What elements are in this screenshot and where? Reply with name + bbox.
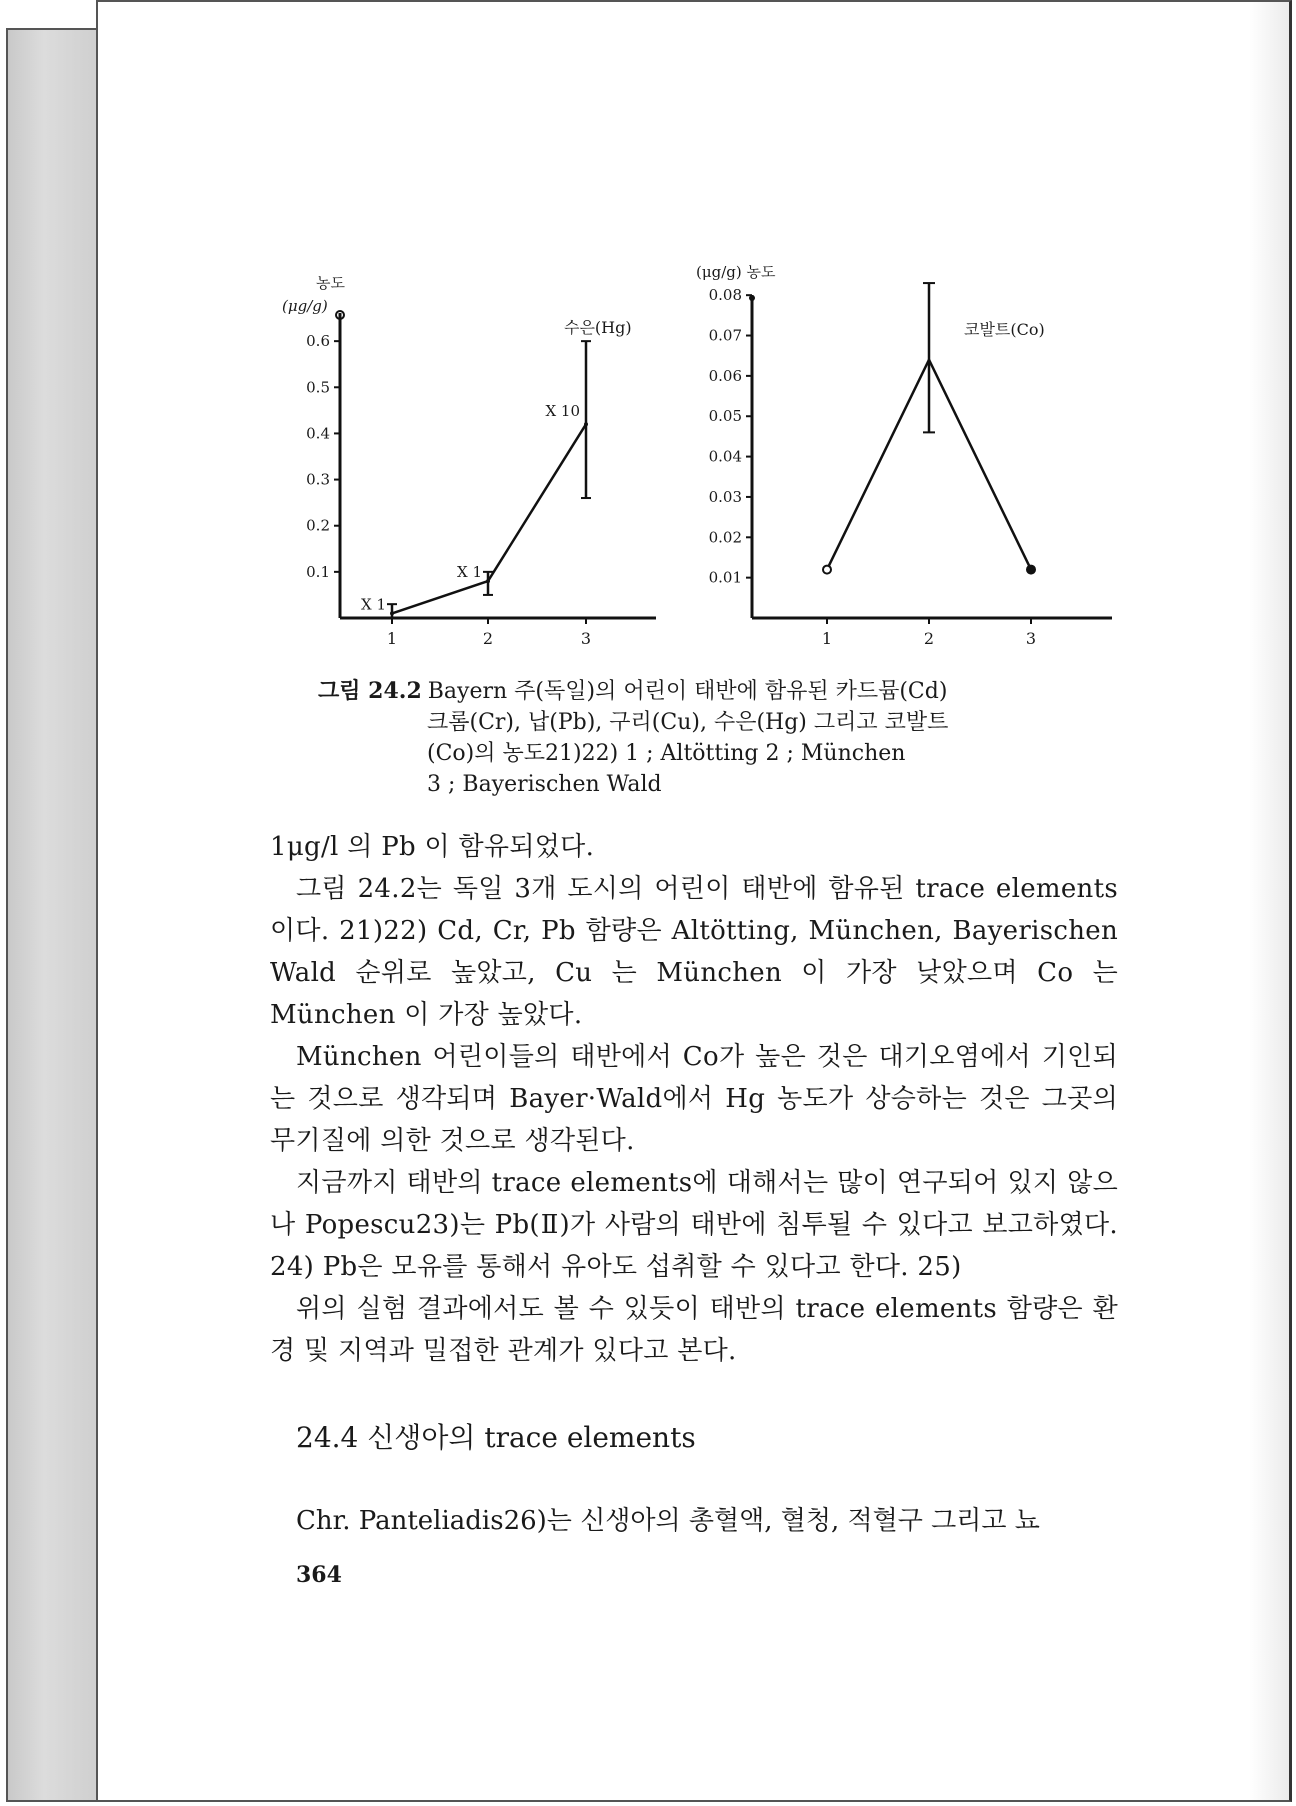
right-y-tick-label: 0.06 [708,366,742,385]
right-x-tick-label: 2 [923,629,935,648]
left-x-tick-label: 1 [386,629,398,648]
right-data-point [823,566,831,574]
right-y-tick-label: 0.03 [708,487,742,506]
right-y-tick-label: 0.04 [708,447,742,466]
paragraph-3: München 어린이들의 태반에서 Co가 높은 것은 대기오염에서 기인되는 것으로 생각되며 Bayer·Wald에서 Hg 농도가 상승하는 것은 그곳의 무기질에 의한 것으로 생각된다. [270,1042,1118,1156]
paragraph-2: 그림 24.2는 독일 3개 도시의 어린이 태반에 함유된 trace elements 이다. 21)22) Cd, Cr, Pb 함량은 Altötting, München, Bayerischen Wald 순위로 높았고, Cu 는 München 이 가장 낮았으며 Co 는 München 이 가장 높았다. [270,874,1118,1030]
right-x-tick-label: 3 [1025,629,1037,648]
left-x-ticks [387,618,591,648]
left-y-tick-label: 0.6 [306,332,330,351]
right-x-ticks [822,618,1036,648]
left-x-tick-label: 2 [482,629,494,648]
right-y-ticks [709,286,752,586]
right-y-axis-label: (μg/g) 농도 [696,263,776,281]
left-data-point [486,579,490,583]
paragraph-5: 위의 실험 결과에서도 볼 수 있듯이 태반의 trace elements 함량은 환경 및 지역과 밀접한 관계가 있다고 본다. [270,1294,1118,1366]
left-y-axis-label: 농도 [316,274,345,292]
left-y-tick-label: 0.3 [306,470,330,489]
right-y-tick-label: 0.05 [708,407,742,426]
left-x-tick-label: 3 [580,629,592,648]
right-y-tick-label: 0.08 [708,286,742,305]
right-x-tick-label: 1 [821,629,833,648]
right-y-tick-label: 0.02 [708,528,742,547]
body-text [270,826,1118,1372]
left-point-label: X 1 [361,595,386,614]
left-series [361,341,591,618]
right-y-tick-label: 0.01 [708,568,742,587]
caption-line-2: 크롬(Cr), 납(Pb), 구리(Cu), 수은(Hg) 그리고 코발트 [427,710,949,735]
section-first-line: Chr. Panteliadis26)는 신생아의 총혈액, 혈청, 적혈구 그리고 뇨 [296,1506,1040,1536]
caption-line-4: 3 ; Bayerischen Wald [427,772,662,797]
book-spine [6,28,98,1802]
left-point-label: X 10 [545,402,580,421]
left-y-ticks [306,332,340,581]
figure-24-2 [282,255,1116,655]
caption-label: 그림 24.2 [318,678,422,704]
left-y-tick-label: 0.5 [306,378,330,397]
section-heading: 24.4 신생아의 trace elements [296,1421,696,1454]
left-y-tick-label: 0.2 [306,516,330,535]
paragraph-4: 지금까지 태반의 trace elements에 대해서는 많이 연구되어 있지 않으나 Popescu23)는 Pb(Ⅱ)가 사람의 태반에 침투될 수 있다고 보고하였다. 24) Pb은 모유를 통해서 유아도 섭취할 수 있다고 한다. 25) [270,1168,1118,1282]
left-point-label: X 1 [457,563,482,582]
caption-line-1: Bayern 주(독일)의 어린이 태반에 함유된 카드뮴(Cd) [427,679,948,704]
right-data-point [1027,566,1035,574]
right-series-label: 코발트(Co) [964,320,1045,339]
figure-caption [318,676,1098,800]
left-y-axis-unit: (μg/g) [282,297,328,315]
page-number: 364 [296,1562,342,1588]
left-data-point [390,611,394,615]
right-y-tick-label: 0.07 [708,326,742,345]
right-chart-co [696,263,1112,648]
left-y-tick-label: 0.4 [306,424,330,443]
left-chart-hg [282,274,656,648]
paragraph-1: 1μg/l 의 Pb 이 함유되었다. [270,832,595,862]
left-data-point [584,422,588,426]
left-series-label: 수은(Hg) [564,318,632,337]
left-y-tick-label: 0.1 [306,562,330,581]
caption-line-3: (Co)의 농도21)22) 1 ; Altötting 2 ; München [427,741,906,766]
